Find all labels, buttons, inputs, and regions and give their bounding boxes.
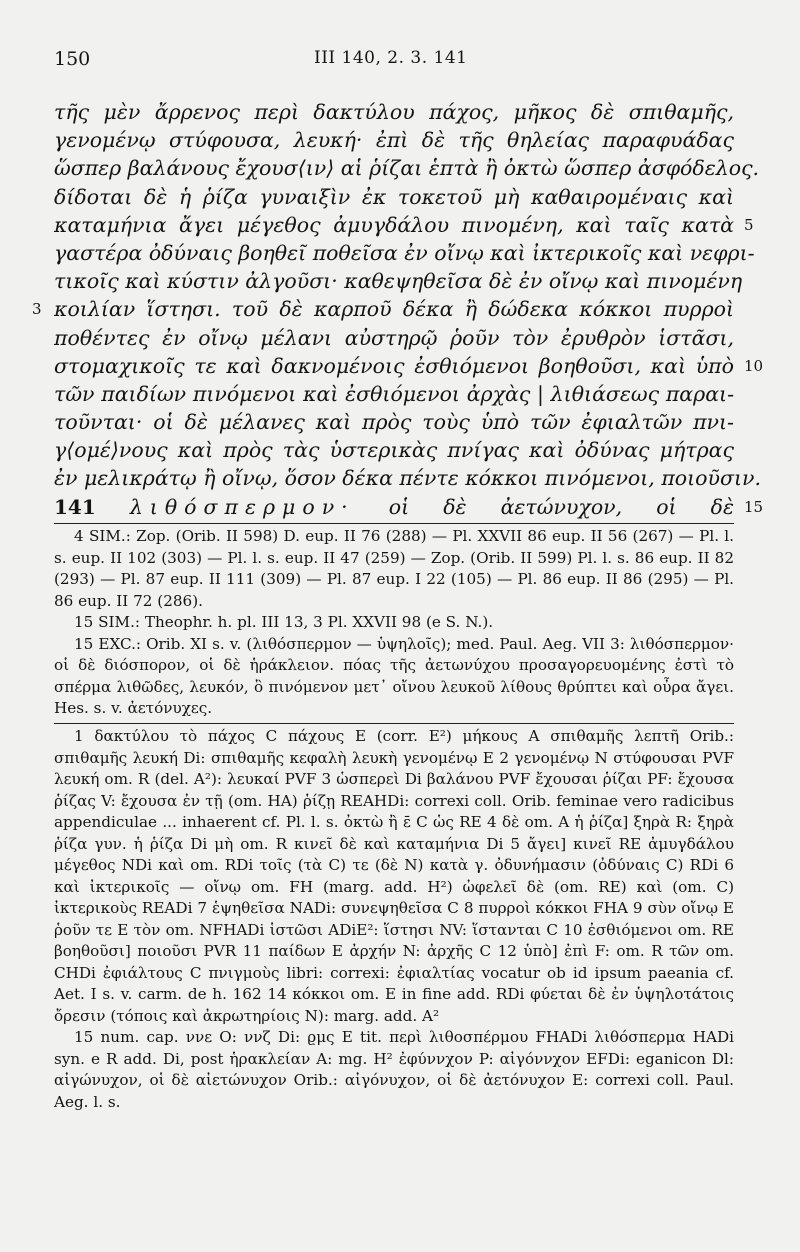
testimonia-entry: 15 SIM.: Theophr. h. pl. III 13, 3 Pl. XXVII 98 (e S. N.). [74,613,494,631]
page-number: 150 [54,48,91,70]
text-line: γαστέρα ὀδύναις βοηθεῖ ποθεῖσα ἐν οἴνῳ καὶ ἰκτερικοῖς καὶ νεφρι- [54,240,755,265]
text-line: τικοῖς καὶ κύστιν ἀλγοῦσι· καθεψηθεῖσα δὲ ἐν οἴνῳ καὶ πινομένη [54,269,743,294]
apparatus-rule [54,723,734,724]
critical-entry: 15 num. cap. ννε O: ννζ Di: ϱμς E tit. περὶ λιθοσπέρμου FHADi λιθόσπερμα HADi syn. e R add. Di, post ἡρακλείαν A: mg. H² ἐφύννχον P: αἰγόννχον EFDi: eganicon Dl: αἰγώνυχον, οἱ δὲ αἰετώνυχον Orib.: αἰγόνυχον, οἱ δὲ ἀετόνυχον E: correxi coll. Paul. Aeg. l. s. [54,1028,734,1111]
source-page-marker: 3 [32,300,42,319]
text-line: δίδοται δὲ ἡ ῥίζα γυναιξὶν ἐκ τοκετοῦ μὴ καθαιρομέναις καὶ [54,184,734,209]
testimonia-apparatus [54,526,734,720]
line-number: 5 [744,215,754,234]
main-text [32,98,764,521]
apparatus-rule [54,523,734,524]
critical-apparatus [54,726,734,1113]
text-line: ποθέντες ἐν οἴνῳ μέλανι αὐστηρῷ ῥοῦν τὸν ἐρυθρὸν ἱστᾶσι, [54,325,734,350]
line-number: 15 [744,497,764,516]
text-line: γ⟨ομέ⟩νους καὶ πρὸς τὰς ὑστερικὰς πνίγας καὶ ὀδύνας μήτρας [54,438,734,463]
text-line: τοῦνται· οἱ δὲ μέλανες καὶ πρὸς τοὺς ὑπὸ τῶν ἐφιαλτῶν πνι- [54,410,734,435]
text-line: τῆς μὲν ἄρρενος περὶ δακτύλου πάχος, μῆκος δὲ σπιθαμῆς, [54,100,734,124]
section-number: 141 [54,494,96,519]
text-line: ἐν μελικράτῳ ἢ οἴνῳ, ὅσον δέκα πέντε κόκκοι πινόμενοι, ποιοῦσιν. [54,466,761,491]
section-lemma: λιθόσπερμον· [129,494,355,519]
page-header [54,48,754,74]
testimonia-entry: 15 EXC.: Orib. XI s. v. (λιθόσπερμον — ὑψηλοῖς); med. Paul. Aeg. VII 3: λιθόσπερμον· οἱ δὲ διόσπορον, οἱ δὲ ἡράκλειον. πόας τῆς ἀετωνύχου προσαγορευομένης ἐστὶ τὸ σπέρμα λιθῶδες, λευκόν, ὃ πινόμενον μετ᾽ οἴνου λευκοῦ λίθους θρύπτει καὶ οὖρα ἄγει. Hes. s. v. ἀετόνυχες. [54,634,734,717]
section-start-line [54,493,764,521]
text-line: ὥσπερ βαλάνους ἔχουσ⟨ιν⟩ αἱ ῥίζαι ἑπτὰ ἢ ὀκτὼ ὥσπερ ἀσφόδελος. [54,156,760,181]
text-line: στομαχικοῖς τε καὶ δακνομένοις ἐσθιόμενοι βοηθοῦσι, καὶ ὑπὸ 10 [54,352,734,380]
text-line: καταμήνια ἄγει μέγεθος ἀμυγδάλου πινομένη, καὶ ταῖς κατὰ 5 [54,211,734,239]
running-head: III 140, 2. 3. 141 [314,48,468,68]
text-line: τῶν παιδίων πινόμενοι καὶ ἐσθιόμενοι ἀρχὰς | λιθιάσεως παραι- [54,381,734,406]
text-line: 3 κοιλίαν ἵστησι. τοῦ δὲ καρποῦ δέκα ἢ δώδεκα κόκκοι πυρροὶ [54,295,734,323]
testimonia-entry: 4 SIM.: Zop. (Orib. II 598) D. eup. II 76 (288) — Pl. XXVII 86 eup. II 56 (267) — Pl. l. s. eup. II 102 (303) — Pl. l. s. eup. II 47 (259) — Zop. (Orib. II 599) Pl. l. s. 86 eup. II 82 (293) — Pl. 87 eup. II 111 (309) — Pl. 87 eup. I 22 (105) — Pl. 86 eup. II 86 (295) — Pl. 86 eup. II 72 (286). [54,527,734,610]
section-text: οἱ δὲ ἀετώνυχον, οἱ δὲ [388,494,734,519]
line-number: 10 [744,356,764,375]
critical-entry: 1 δακτύλου τὸ πάχος C πάχους E (corr. E²) μήκους A σπιθαμῆς λεπτῆ Orib.: σπιθαμῆς λευκή Di: σπιθαμῆς κεφαλὴ λευκὴ γενομένῳ E 2 γενομένῳ N στύφουσαι PVF λευκή om. R (del. A²): λευκαί PVF 3 ὡσπερεὶ Di βαλάνου PVF ἔχουσαι ῥίζαι PF: ἔχουσα ῥίζας V: ἔχουσα ἐν τῇ (om. HA) ῥίζῃ REAHDi: correxi coll. Orib. feminae vero radicibus appendiculae ... inhaerent cf. Pl. l. s. ὀκτὼ ἢ ε̄ C ὡς RE 4 δὲ om. A ἡ ῥίζα] ξηρὰ R: ξηρὰ ῥίζα γυν. ἡ ῥίζα Di μὴ om. R κινεῖ δὲ καὶ καταμήνια Di 5 ἄγει] κινεῖ RE ἀμυγδάλου μέγεθος NDi καὶ om. RDi τοῖς (τὰ C) τε (δὲ N) κατὰ γ. ὀδυνήμασιν (ὀδύναις C) RDi 6 καὶ ἰκτερικοῖς — οἴνῳ om. FH (marg. add. H²) ὠφελεῖ δὲ (om. RE) καὶ (om. C) ἰκτερικοὺς READi 7 ἑψηθεῖσα NADi: συνεψηθεῖσα C 8 πυρροὶ κόκκοι FHA 9 σὺν οἴνῳ E ῥοῦν τε E τὸν om. NFHADi ἱστῶσι ADiE²: ἵστησι NV: ἵστανται C 10 ἐσθιόμενοι om. RE βοηθοῦσι] ποιοῦσι PVR 11 παίδων E ἀρχήν N: ἀρχῆς C 12 ὑπὸ] ἐπὶ F: om. R τῶν om. CHDi ἐφιάλτους C πνιγμοὺς libri: correxi: ἐφιαλτίας vocatur ob id ipsum paeania cf. Aet. I s. v. carm. de h. 162 14 κόκκοι om. E in fine add. RDi φύεται δὲ ἐν ὑψηλοτάτοις ὄρεσιν (τόποις καὶ ἀκρωτηρίοις N): marg. add. A² [54,727,734,1025]
text-line: γενομένῳ στύφουσα, λευκή· ἐπὶ δὲ τῆς θηλείας παραφυάδας [54,128,734,153]
